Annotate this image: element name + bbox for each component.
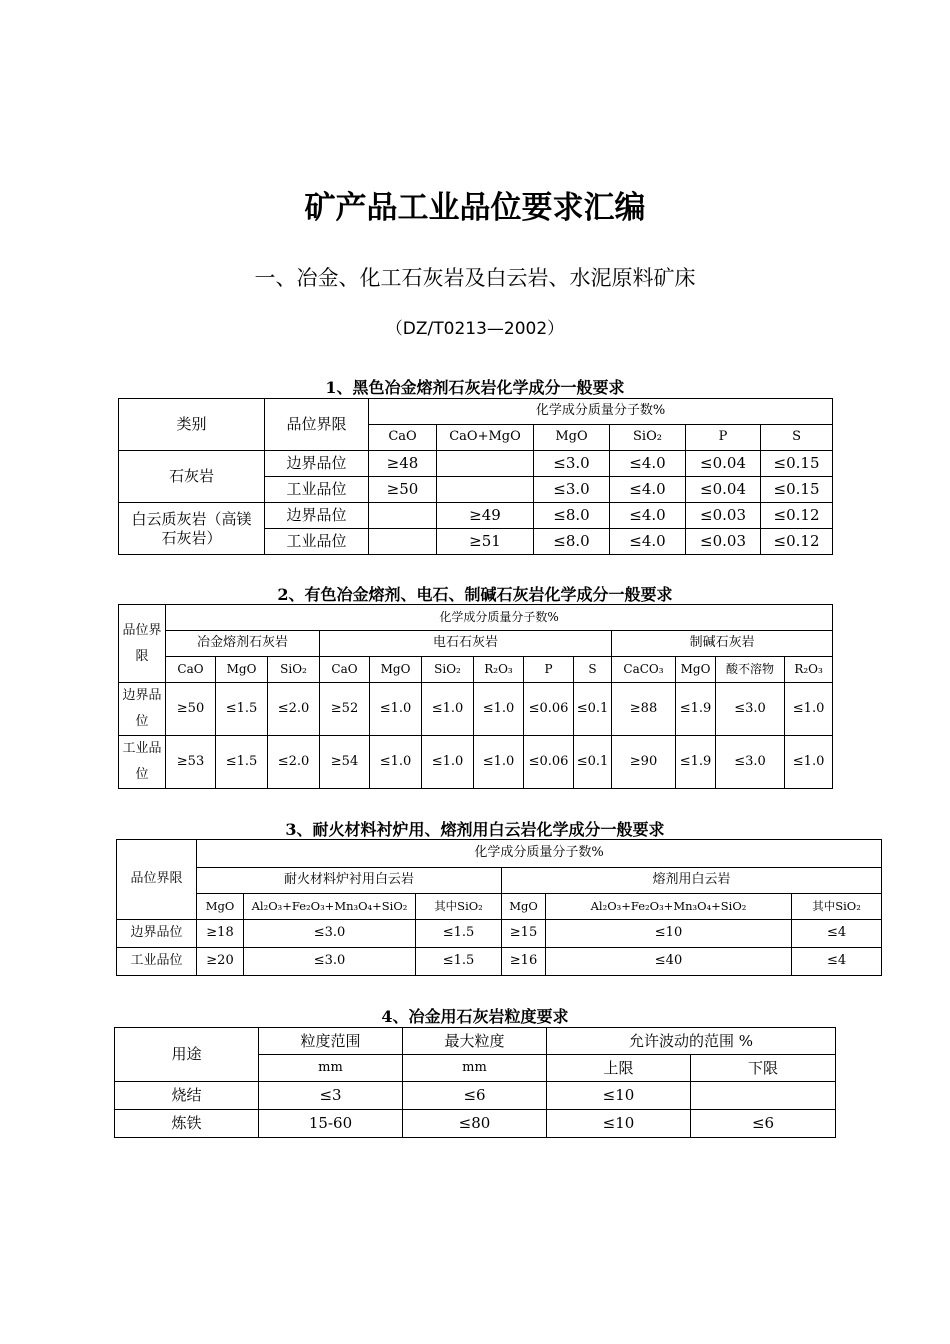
table4 bbox=[114, 1027, 836, 1138]
table1-caption: 1、黑色冶金熔剂石灰岩化学成分一般要求 bbox=[325, 378, 625, 397]
t2-group-2: 电石石灰岩 bbox=[320, 631, 612, 657]
t2-cell: ≥52 bbox=[320, 683, 370, 736]
t3-cell: ≤4 bbox=[792, 948, 882, 976]
t3-col: Al₂O₃+Fe₂O₃+Mn₃O₄+SiO₂ bbox=[546, 894, 792, 920]
table-row bbox=[115, 1082, 836, 1110]
table2-caption: 2、有色冶金熔剂、电石、制碱石灰岩化学成分一般要求 bbox=[277, 585, 673, 604]
t2-col: MgO bbox=[370, 657, 422, 683]
t4-header-use: 用途 bbox=[115, 1028, 259, 1082]
t3-cell: ≤10 bbox=[546, 920, 792, 948]
t2-col: S bbox=[574, 657, 612, 683]
t2-cell: ≤3.0 bbox=[716, 736, 785, 789]
t2-cell: ≤3.0 bbox=[716, 683, 785, 736]
t1-grade: 工业品位 bbox=[265, 477, 369, 503]
t4-header-range: 粒度范围 bbox=[259, 1028, 403, 1055]
t1-cell: ≥50 bbox=[369, 477, 437, 503]
t2-header-grade: 品位界限 bbox=[119, 605, 166, 683]
t4-cell: ≤3 bbox=[259, 1082, 403, 1110]
t3-grade: 工业品位 bbox=[117, 948, 197, 976]
t1-cell bbox=[437, 477, 534, 503]
table1 bbox=[118, 398, 833, 555]
t2-cell: ≤1.5 bbox=[216, 736, 268, 789]
t1-cell: ≤3.0 bbox=[534, 477, 610, 503]
t2-cell: ≤0.06 bbox=[524, 736, 574, 789]
t2-cell: ≤1.0 bbox=[422, 736, 474, 789]
t1-cell: ≤0.15 bbox=[761, 477, 833, 503]
t2-cell: ≤0.1 bbox=[574, 683, 612, 736]
table2 bbox=[118, 604, 833, 789]
table-row bbox=[115, 1110, 836, 1138]
t1-cell: ≤0.12 bbox=[761, 529, 833, 555]
t1-cell: ≤4.0 bbox=[610, 503, 686, 529]
table3 bbox=[116, 839, 882, 976]
t4-header-fluct: 允许波动的范围 % bbox=[547, 1028, 836, 1055]
table4-caption: 4、冶金用石灰岩粒度要求 bbox=[381, 1007, 569, 1026]
t1-cell bbox=[369, 529, 437, 555]
t4-unit: mm bbox=[403, 1055, 547, 1082]
t4-unit: mm bbox=[259, 1055, 403, 1082]
t1-cell: ≤0.15 bbox=[761, 451, 833, 477]
t3-cell: ≤3.0 bbox=[244, 920, 416, 948]
t2-cell: ≤0.06 bbox=[524, 683, 574, 736]
t2-header-chem: 化学成分质量分子数% bbox=[166, 605, 833, 631]
t1-col: SiO₂ bbox=[610, 425, 686, 451]
t2-grade: 工业品位 bbox=[119, 736, 166, 789]
t2-cell: ≤1.9 bbox=[676, 736, 716, 789]
t2-cell: ≤1.0 bbox=[370, 736, 422, 789]
t2-cell: ≤1.0 bbox=[370, 683, 422, 736]
t1-group-label: 白云质灰岩（高镁石灰岩） bbox=[119, 503, 265, 555]
t1-cell: ≤0.03 bbox=[686, 529, 761, 555]
t2-cell: ≥90 bbox=[612, 736, 676, 789]
t2-col: MgO bbox=[676, 657, 716, 683]
t2-cell: ≤0.1 bbox=[574, 736, 612, 789]
t1-cell: ≤0.12 bbox=[761, 503, 833, 529]
t3-cell: ≥18 bbox=[197, 920, 244, 948]
t2-grade: 边界品位 bbox=[119, 683, 166, 736]
t4-cell: ≤6 bbox=[691, 1110, 836, 1138]
standard-code: （DZ/T0213—2002） bbox=[385, 319, 565, 339]
t4-use: 烧结 bbox=[115, 1082, 259, 1110]
t1-cell: ≤4.0 bbox=[610, 477, 686, 503]
table3-caption: 3、耐火材料衬炉用、熔剂用白云岩化学成分一般要求 bbox=[285, 820, 665, 839]
t2-cell: ≥53 bbox=[166, 736, 216, 789]
t3-col: 其中SiO₂ bbox=[792, 894, 882, 920]
t1-cell: ≤4.0 bbox=[610, 529, 686, 555]
document-subtitle: 一、冶金、化工石灰岩及白云岩、水泥原料矿床 bbox=[254, 266, 696, 290]
t3-cell: ≥15 bbox=[502, 920, 546, 948]
t1-cell: ≤3.0 bbox=[534, 451, 610, 477]
t2-cell: ≤1.0 bbox=[474, 683, 524, 736]
t1-cell: ≥49 bbox=[437, 503, 534, 529]
t1-cell: ≤4.0 bbox=[610, 451, 686, 477]
t3-group-2: 熔剂用白云岩 bbox=[502, 868, 882, 894]
t1-cell: ≤8.0 bbox=[534, 503, 610, 529]
t2-col: 酸不溶物 bbox=[716, 657, 785, 683]
t2-cell: ≤1.5 bbox=[216, 683, 268, 736]
t3-col: 其中SiO₂ bbox=[416, 894, 502, 920]
t1-cell: ≤0.03 bbox=[686, 503, 761, 529]
table-row bbox=[119, 683, 833, 736]
t4-cell: ≤6 bbox=[403, 1082, 547, 1110]
t2-cell: ≤1.0 bbox=[785, 683, 833, 736]
t4-cell bbox=[691, 1082, 836, 1110]
t1-cell: ≤0.04 bbox=[686, 451, 761, 477]
t2-cell: ≤2.0 bbox=[268, 736, 320, 789]
t2-col: SiO₂ bbox=[268, 657, 320, 683]
table-row bbox=[119, 736, 833, 789]
t3-group-1: 耐火材料炉衬用白云岩 bbox=[197, 868, 502, 894]
t2-col: P bbox=[524, 657, 574, 683]
document-title: 矿产品工业品位要求汇编 bbox=[304, 190, 646, 226]
t1-cell: ≥51 bbox=[437, 529, 534, 555]
t1-group-label: 石灰岩 bbox=[119, 451, 265, 503]
t1-header-chem: 化学成分质量分子数% bbox=[369, 399, 833, 425]
t3-col: Al₂O₃+Fe₂O₃+Mn₃O₄+SiO₂ bbox=[244, 894, 416, 920]
t2-col: CaO bbox=[166, 657, 216, 683]
t2-group-3: 制碱石灰岩 bbox=[612, 631, 833, 657]
t2-cell: ≤1.0 bbox=[474, 736, 524, 789]
t2-cell: ≤1.0 bbox=[785, 736, 833, 789]
t4-header-max: 最大粒度 bbox=[403, 1028, 547, 1055]
t1-col: MgO bbox=[534, 425, 610, 451]
t3-cell: ≤3.0 bbox=[244, 948, 416, 976]
t2-col: CaO bbox=[320, 657, 370, 683]
t1-grade: 边界品位 bbox=[265, 451, 369, 477]
t3-grade: 边界品位 bbox=[117, 920, 197, 948]
t2-group-1: 冶金熔剂石灰岩 bbox=[166, 631, 320, 657]
t3-cell: ≥16 bbox=[502, 948, 546, 976]
t4-use: 炼铁 bbox=[115, 1110, 259, 1138]
t3-header-grade: 品位界限 bbox=[117, 840, 197, 920]
t4-header-upper: 上限 bbox=[547, 1055, 691, 1082]
t2-col: R₂O₃ bbox=[474, 657, 524, 683]
t3-header-chem: 化学成分质量分子数% bbox=[197, 840, 882, 868]
t3-cell: ≤4 bbox=[792, 920, 882, 948]
t2-cell: ≤1.9 bbox=[676, 683, 716, 736]
t3-cell: ≤40 bbox=[546, 948, 792, 976]
t3-col: MgO bbox=[502, 894, 546, 920]
t2-cell: ≤2.0 bbox=[268, 683, 320, 736]
t3-col: MgO bbox=[197, 894, 244, 920]
t2-cell: ≥54 bbox=[320, 736, 370, 789]
t1-col: P bbox=[686, 425, 761, 451]
t1-cell bbox=[437, 451, 534, 477]
t4-header-lower: 下限 bbox=[691, 1055, 836, 1082]
t1-cell bbox=[369, 503, 437, 529]
t3-cell: ≤1.5 bbox=[416, 948, 502, 976]
t1-header-grade: 品位界限 bbox=[265, 399, 369, 451]
t2-cell: ≥50 bbox=[166, 683, 216, 736]
t2-cell: ≤1.0 bbox=[422, 683, 474, 736]
t1-grade: 边界品位 bbox=[265, 503, 369, 529]
t4-cell: ≤10 bbox=[547, 1110, 691, 1138]
t4-cell: ≤80 bbox=[403, 1110, 547, 1138]
table-row bbox=[117, 920, 882, 948]
t2-col: SiO₂ bbox=[422, 657, 474, 683]
t3-cell: ≥20 bbox=[197, 948, 244, 976]
t1-col: S bbox=[761, 425, 833, 451]
table-row bbox=[119, 503, 833, 529]
table-row bbox=[119, 451, 833, 477]
t1-grade: 工业品位 bbox=[265, 529, 369, 555]
table-row bbox=[117, 948, 882, 976]
t1-cell: ≤8.0 bbox=[534, 529, 610, 555]
t4-cell: ≤10 bbox=[547, 1082, 691, 1110]
t1-cell: ≤0.04 bbox=[686, 477, 761, 503]
t1-header-category: 类别 bbox=[119, 399, 265, 451]
t2-col: R₂O₃ bbox=[785, 657, 833, 683]
t4-cell: 15-60 bbox=[259, 1110, 403, 1138]
t1-col: CaO bbox=[369, 425, 437, 451]
t1-cell: ≥48 bbox=[369, 451, 437, 477]
t3-cell: ≤1.5 bbox=[416, 920, 502, 948]
t2-col: MgO bbox=[216, 657, 268, 683]
t1-col: CaO+MgO bbox=[437, 425, 534, 451]
t2-col: CaCO₃ bbox=[612, 657, 676, 683]
t2-cell: ≥88 bbox=[612, 683, 676, 736]
